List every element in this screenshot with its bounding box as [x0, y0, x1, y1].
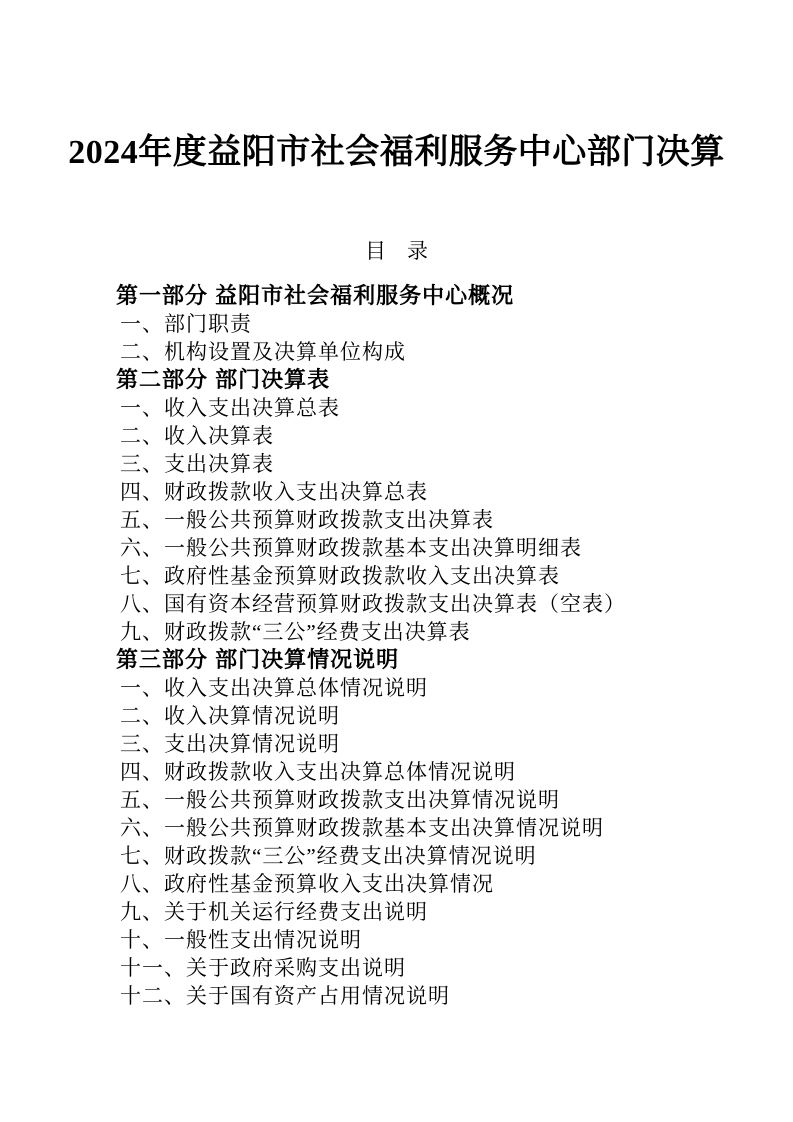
- toc-part-3-item-6: 六、一般公共预算财政拨款基本支出决算情况说明: [120, 816, 604, 840]
- toc-part-2-item-8: 八、国有资本经营预算财政拨款支出决算表（空表）: [120, 592, 626, 616]
- toc-heading: 目 录: [365, 239, 428, 263]
- toc-part-2-item-5: 五、一般公共预算财政拨款支出决算表: [120, 508, 494, 532]
- toc-part-3-item-7: 七、财政拨款“三公”经费支出决算情况说明: [120, 844, 537, 868]
- document-title: 2024年度益阳市社会福利服务中心部门决算: [68, 134, 725, 171]
- toc-part-3-item-8: 八、政府性基金预算收入支出决算情况: [120, 872, 494, 896]
- toc-part-1-item-1: 一、部门职责: [120, 312, 252, 336]
- table-of-contents: [0, 282, 793, 1010]
- toc-part-2-item-2: 二、收入决算表: [120, 424, 274, 448]
- toc-part-3-item-9: 九、关于机关运行经费支出说明: [120, 900, 428, 924]
- toc-part-3-item-10: 十、一般性支出情况说明: [120, 928, 362, 952]
- toc-part-2-item-6: 六、一般公共预算财政拨款基本支出决算明细表: [120, 536, 582, 560]
- toc-part-3-heading: 第三部分 部门决算情况说明: [116, 647, 400, 672]
- toc-part-3-item-11: 十一、关于政府采购支出说明: [120, 956, 406, 980]
- toc-part-2-item-9: 九、财政拨款“三公”经费支出决算表: [120, 620, 471, 644]
- toc-part-3-item-12: 十二、关于国有资产占用情况说明: [120, 984, 450, 1008]
- toc-part-2-item-3: 三、支出决算表: [120, 452, 274, 476]
- toc-part-2-item-4: 四、财政拨款收入支出决算总表: [120, 480, 428, 504]
- toc-part-3-item-1: 一、收入支出决算总体情况说明: [120, 676, 428, 700]
- toc-part-2-item-1: 一、收入支出决算总表: [120, 396, 340, 420]
- toc-part-2-item-7: 七、政府性基金预算财政拨款收入支出决算表: [120, 564, 560, 588]
- toc-part-3-item-2: 二、收入决算情况说明: [120, 704, 340, 728]
- toc-part-2-heading: 第二部分 部门决算表: [116, 367, 331, 392]
- toc-part-3-item-5: 五、一般公共预算财政拨款支出决算情况说明: [120, 788, 560, 812]
- toc-part-3-item-4: 四、财政拨款收入支出决算总体情况说明: [120, 760, 516, 784]
- toc-part-3-item-3: 三、支出决算情况说明: [120, 732, 340, 756]
- toc-part-1-heading: 第一部分 益阳市社会福利服务中心概况: [116, 283, 515, 308]
- toc-part-1-item-2: 二、机构设置及决算单位构成: [120, 340, 406, 364]
